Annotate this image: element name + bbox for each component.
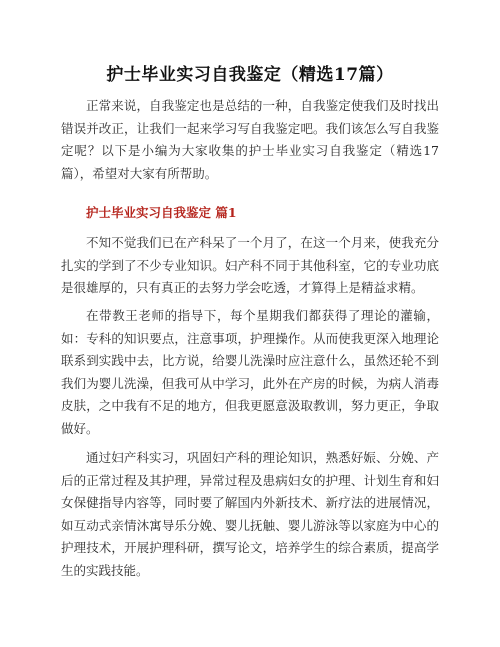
section-heading: 护士毕业实习自我鉴定 篇1 bbox=[86, 205, 237, 220]
page-title: 护士毕业实习自我鉴定（精选17篇） bbox=[106, 65, 394, 85]
body-paragraph-1: 不知不觉我们已在产科呆了一个月了，在这一个月来，使我充分扎实的学到了不少专业知识。妇产科不同于其他科室，它的专业功底是很雄厚的，只有真正的去努力学会吃透，才算得上是精益求精。 bbox=[61, 235, 439, 295]
intro-paragraph: 正常来说，自我鉴定也是总结的一种，自我鉴定使我们及时找出错误并改正，让我们一起来学习写自我鉴定吧。我们该怎么写自我鉴定呢？以下是小编为大家收集的护士毕业实习自我鉴定（精选17篇），希望对大家有所帮助。 bbox=[61, 98, 439, 181]
body-paragraph-3: 通过妇产科实习，巩固妇产科的理论知识，熟悉好娠、分娩、产后的正常过程及其护理，异常过程及患病妇女的护理、计划生育和妇女保健指导内容等，同时要了解国内外新技术、新疗法的进展情况，如互动式亲情沐寓导乐分娩、婴儿抚触、婴儿游泳等以家庭为中心的护理技术，开展护理科研，撰写论文，培养学生的综合素质，提高学生的实践技能。 bbox=[61, 450, 439, 578]
body-paragraph-2: 在带教王老师的指导下，每个星期我们都获得了理论的灌输，如：专科的知识要点，注意事项，护理操作。从而使我更深入地理论联系到实践中去，比方说，给婴儿洗澡时应注意什么，虽然还轮不到我们为婴儿洗澡，但我可从中学习，此外在产房的时候，为病人消毒皮肤，之中我有不足的地方，但我更愿意汲取教训，努力更正，争取做好。 bbox=[61, 308, 439, 436]
